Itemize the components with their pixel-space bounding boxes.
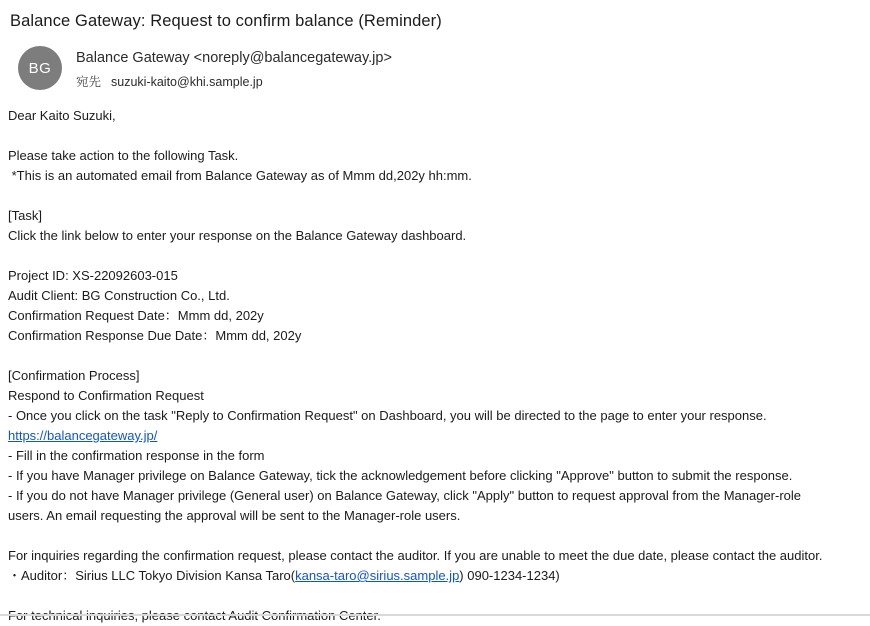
email-body <box>0 90 870 626</box>
email-subject: Balance Gateway: Request to confirm balance (Reminder) <box>10 12 442 30</box>
task-line: Click the link below to enter your response on the Balance Gateway dashboard. <box>8 228 467 243</box>
auditor-email-link[interactable]: kansa-taro@sirius.sample.jp <box>295 568 460 583</box>
recipient-address: suzuki-kaito@khi.sample.jp <box>111 75 263 89</box>
process-subheader: Respond to Confirmation Request <box>8 388 204 403</box>
spacer-2 <box>8 186 870 206</box>
process-item-2: - Fill in the confirmation response in the form <box>8 448 265 463</box>
avatar: BG <box>18 46 62 90</box>
project-id: Project ID: XS-22092603-015 <box>8 268 178 283</box>
process-item-4-line-2: users. An email requesting the approval will be sent to the Manager-role users. <box>8 508 461 523</box>
spacer-3 <box>8 246 870 266</box>
body-intro-line-1: Please take action to the following Task. <box>8 148 239 163</box>
spacer-4 <box>8 346 870 366</box>
sender-address: Balance Gateway <noreply@balancegateway.jp> <box>76 50 392 66</box>
inquiries-line: For inquiries regarding the confirmation request, please contact the auditor. If you are unable to meet the due date, please contact the auditor. <box>8 548 823 563</box>
audit-client: Audit Client: BG Construction Co., Ltd. <box>8 288 230 303</box>
task-header: [Task] <box>8 208 42 223</box>
recipient-label: 宛先 <box>76 75 102 89</box>
confirmation-request-date: Confirmation Request Date：Mmm dd, 202y <box>8 308 264 323</box>
body-greeting: Dear Kaito Suzuki, <box>8 108 116 123</box>
auditor-suffix: ) 090-1234-1234) <box>459 568 560 583</box>
process-item-4-line-1: - If you do not have Manager privilege (General user) on Balance Gateway, click "Apply" button to request approval from the Manager-role <box>8 488 802 503</box>
process-item-1: - Once you click on the task "Reply to Confirmation Request" on Dashboard, you will be directed to the page to enter your response. <box>8 408 767 423</box>
spacer-1 <box>8 126 870 146</box>
spacer-6 <box>8 586 870 606</box>
technical-inquiries-line <box>8 606 870 626</box>
process-item-3: - If you have Manager privilege on Balance Gateway, tick the acknowledgement before clicking "Approve" button to submit the response. <box>8 468 793 483</box>
sender-block <box>0 32 870 90</box>
recipient-row <box>76 72 392 90</box>
process-header: [Confirmation Process] <box>8 368 140 383</box>
body-intro-line-2: *This is an automated email from Balance Gateway as of Mmm dd,202y hh:mm. <box>8 168 472 183</box>
dashboard-link[interactable]: https://balancegateway.jp/ <box>8 428 158 443</box>
auditor-line <box>8 566 870 586</box>
dashboard-link-row <box>8 426 870 446</box>
spacer-5 <box>8 526 870 546</box>
auditor-prefix: ・Auditor：Sirius LLC Tokyo Division Kansa Taro( <box>8 568 296 583</box>
sender-details <box>62 46 392 90</box>
confirmation-due-date: Confirmation Response Due Date：Mmm dd, 202y <box>8 328 302 343</box>
